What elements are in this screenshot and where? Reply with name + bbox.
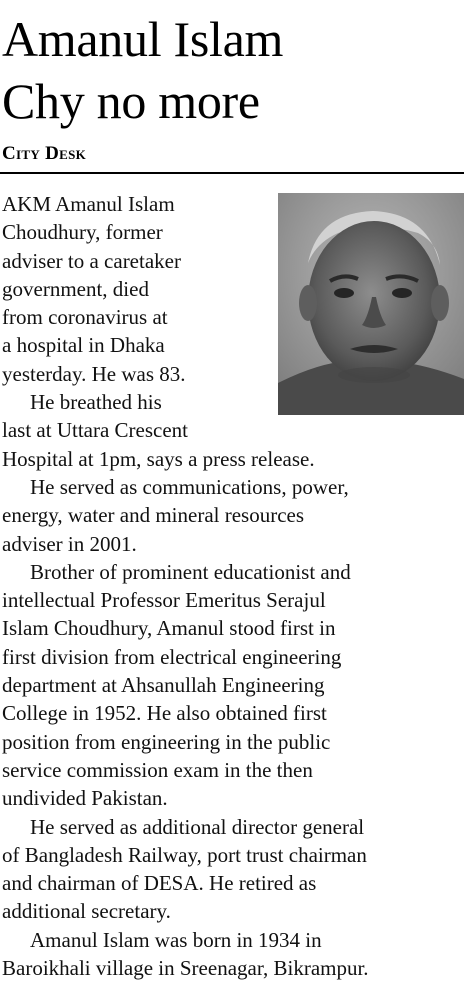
headline	[2, 8, 462, 132]
body-line: last at Uttara Crescent	[2, 418, 189, 443]
body-line: adviser to a caretaker	[2, 248, 181, 273]
body-line: from coronavirus at	[2, 305, 168, 330]
body-line: Choudhury, former	[2, 220, 163, 245]
headline-line-1: Amanul Islam	[2, 11, 284, 67]
body-line: undivided Pakistan.	[2, 786, 168, 811]
body-line: a hospital in Dhaka	[2, 333, 165, 358]
body-line: government, died	[2, 276, 149, 301]
headline-line-2: Chy no more	[2, 73, 260, 129]
body-line: yesterday. He was 83.	[2, 361, 186, 386]
body-line: AKM Amanul Islam	[2, 192, 175, 216]
body-line: He served as additional director general	[30, 814, 365, 839]
body-line: position from engineering in the public	[2, 729, 331, 754]
body-line: service commission exam in the then	[2, 757, 313, 782]
body-line: Amanul Islam was born in 1934 in	[30, 927, 322, 952]
body-line: College in 1952. He also obtained first	[2, 701, 327, 726]
body-line: Baroikhali village in Sreenagar, Bikrampur.	[2, 956, 369, 981]
body-line: of Bangladesh Railway, port trust chairman	[2, 842, 367, 867]
body-line: He served as communications, power,	[30, 474, 349, 499]
body-line: energy, water and mineral resources	[2, 503, 305, 528]
divider-rule	[0, 172, 464, 174]
body-line: additional secretary.	[2, 899, 171, 924]
body-line: Islam Choudhury, Amanul stood first in	[2, 616, 336, 641]
body-line: He breathed his	[30, 390, 162, 415]
article-body	[2, 190, 464, 982]
body-line: adviser in 2001.	[2, 531, 137, 556]
body-line: Hospital at 1pm, says a press release.	[2, 446, 315, 471]
body-line: intellectual Professor Emeritus Serajul	[2, 588, 326, 613]
byline: City Desk	[2, 143, 87, 164]
body-line: and chairman of DESA. He retired as	[2, 871, 317, 896]
body-line: first division from electrical engineering	[2, 644, 342, 669]
body-line: Brother of prominent educationist and	[30, 559, 351, 584]
body-line: department at Ahsanullah Engineering	[2, 673, 325, 698]
